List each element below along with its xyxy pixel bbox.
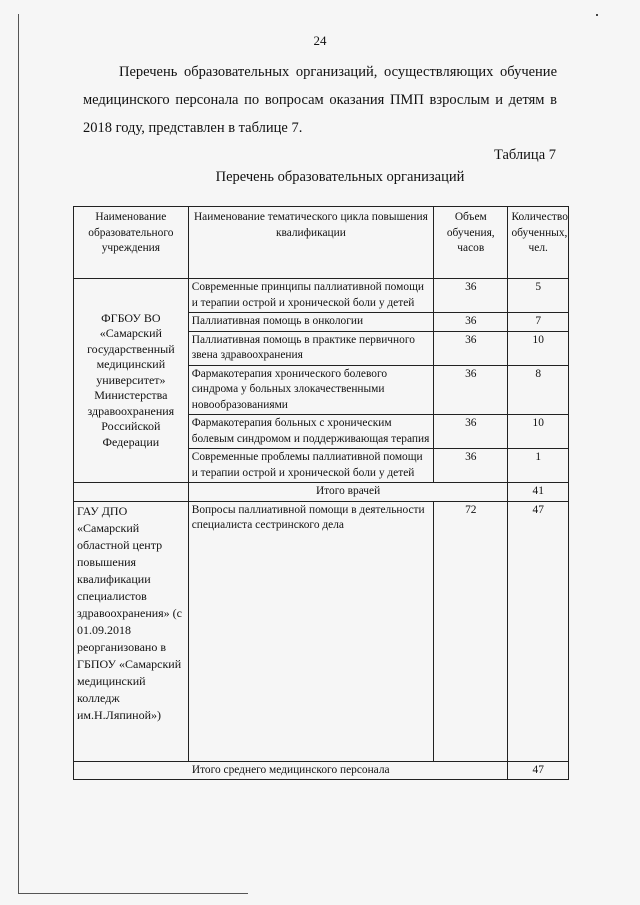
empty-cell <box>74 483 189 502</box>
count-cell: 1 <box>508 449 569 483</box>
hours-cell: 36 <box>434 365 508 415</box>
hours-cell: 36 <box>434 449 508 483</box>
page-number: 24 <box>313 33 327 48</box>
count-cell: 5 <box>508 279 569 313</box>
hours-cell: 36 <box>434 279 508 313</box>
scan-speck <box>596 14 598 16</box>
count-cell: 8 <box>508 365 569 415</box>
intro-text: Перечень образовательных организаций, осуществляющих обучение медицинского персонала по вопросам оказания ПМП взрослым и детям в 2018 году, представлен в таблице 7. <box>83 64 557 136</box>
hours-cell: 72 <box>434 501 508 761</box>
intro-paragraph <box>83 58 557 142</box>
org-samara-state-medical-university: ФГБОУ ВО «Самарский государственный медицинский университет» Министерства здравоохранения Российской Федерации <box>74 279 189 483</box>
cycle-cell: Вопросы паллиативной помощи в деятельности специалиста сестринского дела <box>188 501 433 761</box>
cycle-cell: Фармакотерапия хронического болевого синдрома у больных злокачественными новообразованиями <box>188 365 433 415</box>
header-count: Количество обученных, чел. <box>508 207 569 279</box>
table-title: Перечень образовательных организаций <box>215 169 465 185</box>
header-institution: Наименование образовательного учреждения <box>74 207 189 279</box>
doctors-total-value: 41 <box>508 483 569 502</box>
cycle-cell: Паллиативная помощь в онкологии <box>188 313 433 332</box>
nurses-total-label: Итого среднего медицинского персонала <box>74 761 508 780</box>
cycle-cell: Современные проблемы паллиативной помощи и терапии острой и хронической боли у детей <box>188 449 433 483</box>
table-row <box>74 279 569 313</box>
cycle-cell: Фармакотерапия больных с хроническим болевым синдромом и поддерживающая терапия <box>188 415 433 449</box>
org-samara-regional-training-center: ГАУ ДПО «Самарский областной центр повышения квалификации специалистов здравоохранения» (с 01.09.2018 реорганизовано в ГБПОУ «Самарский медицинский колледж им.Н.Ляпиной») <box>74 501 189 761</box>
count-cell: 10 <box>508 415 569 449</box>
table-row <box>74 501 569 761</box>
page-left-edge <box>18 14 19 894</box>
organizations-table <box>73 206 569 780</box>
doctors-total-row <box>74 483 569 502</box>
cycle-cell: Современные принципы паллиативной помощи и терапии острой и хронической боли у детей <box>188 279 433 313</box>
hours-cell: 36 <box>434 331 508 365</box>
nurses-total-row <box>74 761 569 780</box>
table-caption: Таблица 7 <box>493 147 556 163</box>
count-cell: 7 <box>508 313 569 332</box>
header-hours: Объем обучения, часов <box>434 207 508 279</box>
cycle-cell: Паллиативная помощь в практике первичного звена здравоохранения <box>188 331 433 365</box>
hours-cell: 36 <box>434 313 508 332</box>
count-cell: 10 <box>508 331 569 365</box>
table-header-row <box>74 207 569 279</box>
header-cycle: Наименование тематического цикла повышения квалификации <box>188 207 433 279</box>
page-bottom-edge <box>18 893 248 894</box>
count-cell: 47 <box>508 501 569 761</box>
nurses-total-value: 47 <box>508 761 569 780</box>
doctors-total-label: Итого врачей <box>188 483 508 502</box>
hours-cell: 36 <box>434 415 508 449</box>
